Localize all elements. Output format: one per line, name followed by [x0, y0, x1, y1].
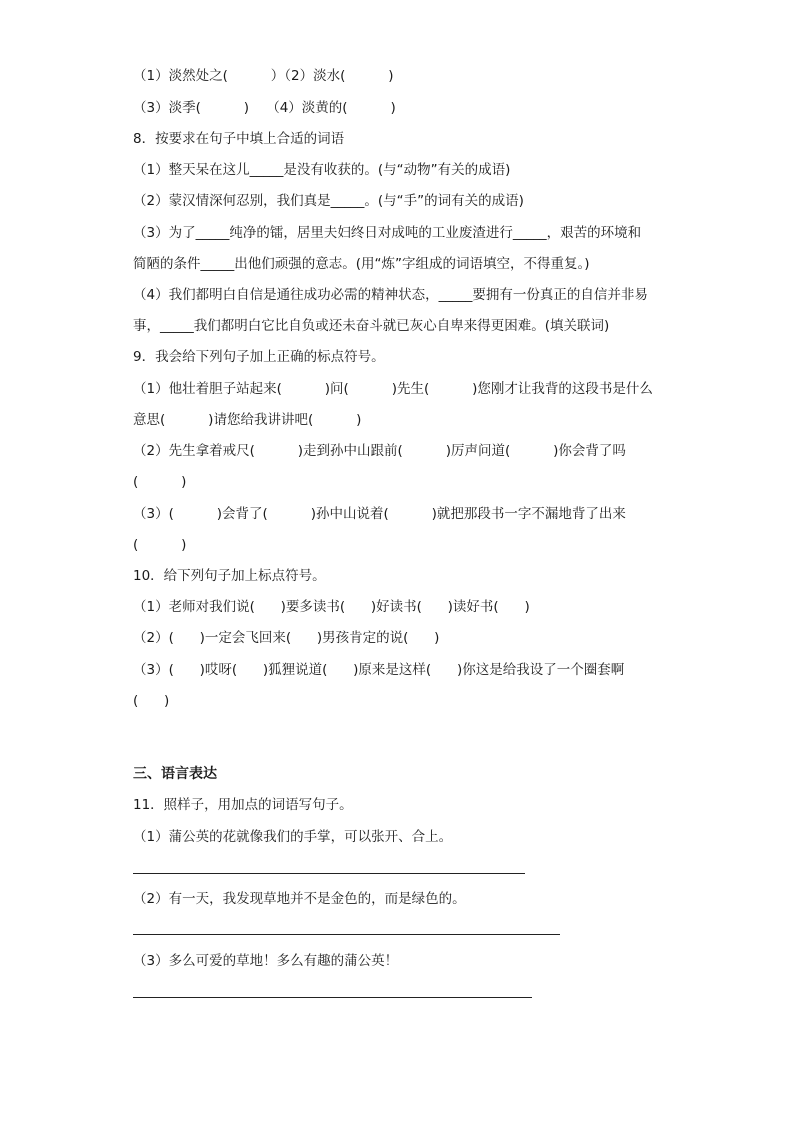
- q9-sentence-2b: ( ): [133, 474, 187, 490]
- q10-sentence-2: （2）( )一定会飞回来( )男孩肯定的说( ): [133, 630, 440, 646]
- answer-line-3[interactable]: [133, 997, 532, 998]
- answer-line-1[interactable]: [133, 873, 525, 874]
- q10-title: 10．给下列句子加上标点符号。: [133, 568, 326, 584]
- q9-sentence-2a: （2）先生拿着戒尺( )走到孙中山跟前( )厉声问道( )你会背了吗: [133, 443, 626, 459]
- q9-sentence-3b: ( ): [133, 537, 187, 553]
- q9-title: 9．我会给下列句子加上正确的标点符号。: [133, 349, 385, 365]
- q8-title: 8．按要求在句子中填上合适的词语: [133, 131, 345, 147]
- q11-sentence-2: （2）有一天，我发现草地并不是金色的，而是绿色的。: [133, 891, 466, 907]
- q9-sentence-3a: （3）( )会背了( )孙中山说着( )就把那段书一字不漏地背了出来: [133, 506, 626, 522]
- section-heading: 三、语言表达: [133, 766, 217, 782]
- q7-line-2: （3）淡季( ) （4）淡黄的( ): [133, 100, 396, 116]
- q7-line-1: （1）淡然处之( ）（2）淡水( ): [133, 68, 394, 84]
- q8-sentence-2: （2）蒙汉情深何忍别，我们真是_____。(与“手”的词有关的成语): [133, 193, 524, 209]
- q10-sentence-1: （1）老师对我们说( )要多读书( )好读书( )读好书( ): [133, 599, 530, 615]
- q9-sentence-1a: （1）他壮着胆子站起来( )问( )先生( )您刚才让我背的这段书是什么: [133, 381, 653, 397]
- q11-title: 11．照样子，用加点的词语写句子。: [133, 797, 353, 813]
- q8-sentence-1: （1）整天呆在这儿_____是没有收获的。(与“动物”有关的成语): [133, 162, 511, 178]
- q10-sentence-3a: （3）( )哎呀( )狐狸说道( )原来是这样( )你这是给我设了一个圈套啊: [133, 662, 625, 678]
- q11-sentence-3: （3）多么可爱的草地！多么有趣的蒲公英！: [133, 953, 399, 969]
- q8-sentence-4b: 事，_____我们都明白它比自负或还未奋斗就已灰心自卑来得更困难。(填关联词): [133, 318, 610, 334]
- answer-line-2[interactable]: [133, 934, 560, 935]
- q9-sentence-1b: 意思( )请您给我讲讲吧( ): [133, 412, 362, 428]
- q8-sentence-3a: （3）为了_____纯净的镭，居里夫妇终日对成吨的工业废渣进行_____，艰苦的环境和: [133, 225, 642, 241]
- q11-sentence-1: （1）蒲公英的花就像我们的手掌，可以张开、合上。: [133, 829, 453, 845]
- q8-sentence-4a: （4）我们都明白自信是通往成功必需的精神状态，_____要拥有一份真正的自信并非易: [133, 287, 648, 303]
- q8-sentence-3b: 简陋的条件_____出他们顽强的意志。(用“炼”字组成的词语填空，不得重复。): [133, 256, 590, 272]
- q10-sentence-3b: ( ): [133, 693, 170, 709]
